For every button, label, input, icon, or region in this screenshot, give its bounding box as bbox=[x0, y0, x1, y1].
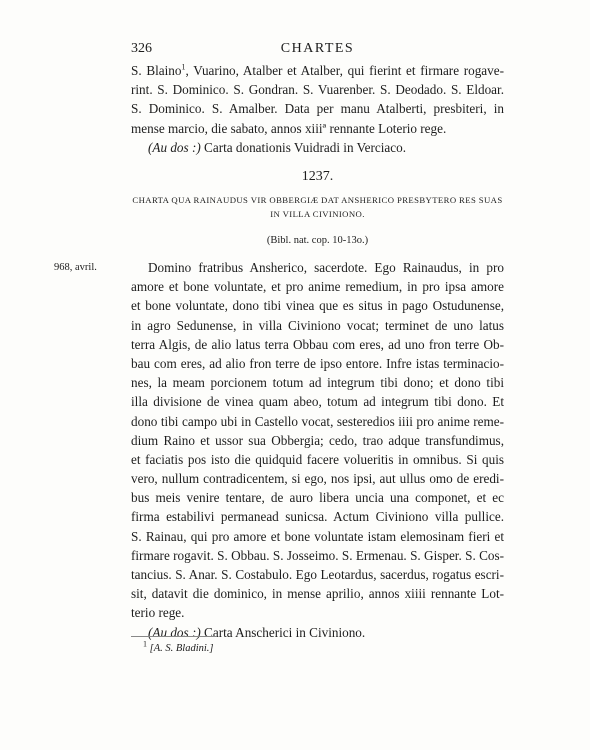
body-line: terio rege. bbox=[131, 605, 185, 621]
body-line: nes, la meam porcionem totum ad integrum tibi dono; et dono tibi bbox=[131, 375, 504, 391]
dorso-note bbox=[131, 138, 504, 157]
dorso-label: (Au dos :) bbox=[148, 624, 201, 640]
body-line: S. Rainau, qui pro amore et bone voluntate istam elemosinam fieri et bbox=[131, 528, 504, 544]
text-fragment: S. Blaino bbox=[131, 63, 182, 78]
body-line: amore et bone voluntate, et pro anime remedium, in pro ipsa amore bbox=[131, 279, 504, 295]
running-title: CHARTES bbox=[280, 41, 355, 56]
footnote-marker: 1 bbox=[143, 639, 147, 649]
footnote-text: [A. S. Bladini.] bbox=[149, 643, 214, 654]
body-line: firma estabilivi permanead sunicsa. Actum Civiniono villa pullice. bbox=[131, 509, 504, 525]
body-line: Domino fratribus Ansherico, sacerdote. Ego Rainaudus, in pro bbox=[148, 260, 504, 275]
dorso-label: (Au dos :) bbox=[148, 139, 201, 155]
body-line: dono tibi campo ubi in Castello vocat, sesteredios iiii pro anime reme- bbox=[131, 413, 504, 429]
body-line: bau com eres, ad alio fron terre de ipso entore. Infre istas terminacio- bbox=[131, 355, 504, 371]
dorso-text: Carta Anscherici in Civiniono. bbox=[204, 624, 366, 640]
body-line: illa divisione de vinea quam abeo, totum ad integrum tibi dono. Et bbox=[131, 394, 504, 410]
charter-title-line: IN VILLA CIVINIONO. bbox=[270, 209, 365, 219]
body-line: in agro Sedunense, in villa Civiniono vocat; terminet de uno latus bbox=[131, 317, 504, 333]
charter-number: 1237. bbox=[301, 169, 334, 184]
dorso-note bbox=[131, 623, 504, 642]
dorso-text: Carta donationis Vuidradi in Verciaco. bbox=[204, 139, 407, 155]
text-fragment: , Vuarino, Atalber et Atalber, qui fierint et firmare rogave- bbox=[185, 63, 504, 78]
page-header bbox=[131, 41, 504, 59]
charter-title-line: CHARTA QUA RAINAUDUS VIR OBBERGIÆ DAT ANSHERICO PRESBYTERO RES SUAS bbox=[132, 195, 503, 205]
body-line: bus meis venire tentare, de auro libera uncia una componet, et ec bbox=[131, 490, 504, 506]
body-line: et faciatis pos isto die quidquid facere volueritis in omnibus. Si quis bbox=[131, 451, 504, 467]
charter-body bbox=[131, 258, 504, 642]
footnote-divider bbox=[131, 636, 217, 637]
margin-date: 968, avril. bbox=[54, 262, 97, 273]
body-line: dium Raino et ussor sua Obbergia; cedo, trao adque transfundimus, bbox=[131, 432, 504, 448]
page-number: 326 bbox=[131, 41, 152, 56]
text-line: mense marcio, die sabato, annos xiiiª rennante Loterio rege. bbox=[131, 120, 447, 136]
footnote bbox=[143, 639, 214, 654]
text-line: S. Dominico. S. Amalber. Data per manu Atalberti, presbiteri, in bbox=[131, 101, 504, 117]
body-line: vero, nullum contradicentem, si ego, nos ipsi, aut ullus omo de eredi- bbox=[131, 471, 504, 487]
body-line: terra Algis, de alio latus terra Obbau com eres, ad uno fron terre Ob- bbox=[131, 336, 504, 352]
text-line: rint. S. Dominico. S. Gondran. S. Vuarenber. S. Deodado. S. Eldoar. bbox=[131, 82, 504, 98]
body-line: et bone voluntate, dono tibi vinea que es situs in pago Ostudunense, bbox=[131, 298, 504, 314]
footnote-marker: 1 bbox=[181, 62, 186, 72]
charter-source: (Bibl. nat. cop. 10-13o.) bbox=[266, 235, 369, 246]
text-line bbox=[131, 61, 504, 80]
body-line: tancius. S. Anar. S. Costabulo. Ego Leotardus, sacerdus, rogatus escri- bbox=[131, 567, 504, 582]
body-line: firmare rogavit. S. Obbau. S. Josseimo. S. Ermenau. S. Gisper. S. Cos- bbox=[131, 547, 504, 563]
previous-charter-ending bbox=[131, 61, 504, 157]
body-line: sit, datavit die dominico, in mense aprilio, annos xiiii rennante Lot- bbox=[131, 586, 504, 602]
charter-title bbox=[131, 193, 504, 221]
